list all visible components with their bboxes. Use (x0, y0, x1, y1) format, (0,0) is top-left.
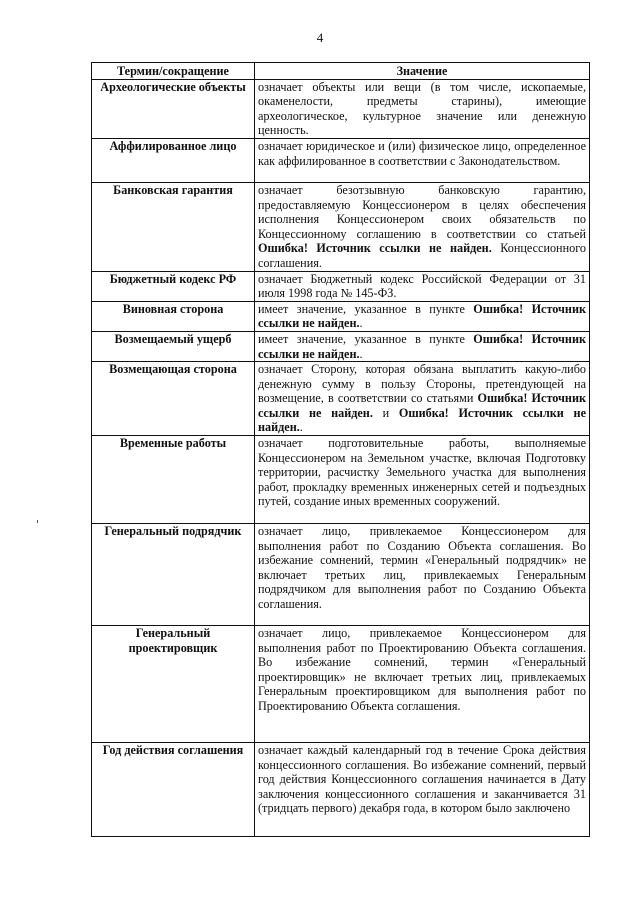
term-cell: Виновная сторона (92, 301, 255, 331)
table-row (92, 331, 590, 361)
definition-text: означает Бюджетный кодекс Российской Федерации от 31 июля 1998 года № 145-ФЗ. (258, 271, 586, 301)
header-meaning: Значение (255, 63, 590, 80)
term-cell: Возмещаемый ущерб (92, 331, 255, 361)
definition-text: имеет значение, указанное в пункте (258, 331, 474, 346)
table-row (92, 271, 590, 301)
definition-cell (255, 301, 590, 331)
header-row (92, 63, 590, 80)
term-cell: Генеральный подрядчик (92, 524, 255, 626)
table-body (92, 79, 590, 836)
definition-text: означает лицо, привлекаемое Концессионером для выполнения работ по Проектированию Объекта соглашения. Во избежание сомнений, термин «Генеральный проектировщик» не включает третьих лиц, привлекаемых Генеральным проектировщиком для выполнения работ по Проектированию Объекта соглашения. (258, 626, 586, 714)
definition-text: означает объекты или вещи (в том числе, ископаемые, окаменелости, предметы старины), имеющие археологическое, культурное значение или денежную ценность. (258, 79, 586, 138)
error-reference-text: Ошибка! Источник ссылки не найден. (258, 405, 586, 435)
definition-text: означает юридическое и (или) физическое лицо, определенное как аффилированное в соответствии с Законодательством. (258, 138, 586, 168)
definition-text: означает каждый календарный год в течение Срока действия концессионного соглашения. Во избежание сомнений, первый год действия Концессионного соглашения начинается в Дату заключения концессионного соглашения и заканчивается 31 (тридцать первого) декабря года, в котором было заключено (258, 743, 586, 816)
definition-cell (255, 331, 590, 361)
definition-cell (255, 436, 590, 524)
definition-text: . (359, 346, 363, 361)
definition-text: Концессионного соглашения. (258, 241, 586, 270)
definition-cell (255, 138, 590, 182)
term-cell: Год действия соглашения (92, 743, 255, 837)
term-cell: Банковская гарантия (92, 182, 255, 271)
error-reference-text: Ошибка! Источник ссылки не найден. (258, 301, 586, 331)
error-reference-text: Ошибка! Источник ссылки не найден. (258, 331, 586, 361)
page-number: 4 (316, 30, 324, 45)
definition-text: означает лицо, привлекаемое Концессионером для выполнения работ по Созданию Объекта соглашения. Во избежание сомнений, термин «Генеральный подрядчик» не включает третьих лиц, привлекаемых Генеральным подрядчиком для выполнения работ по Созданию Объекта соглашения. (258, 524, 586, 612)
table-row (92, 301, 590, 331)
table-row (92, 182, 590, 271)
margin-mark (37, 520, 38, 523)
term-cell: Генеральный проектировщик (92, 626, 255, 743)
term-cell: Возмещающая сторона (92, 362, 255, 436)
definition-text: означает подготовительные работы, выполняемые Концессионером на Земельном участке, включая Подготовку территории, расчистку Земельного участка для выполнения работ, прокладку временных инженерных сетей и подъездных путей, создание иных временных сооружений. (258, 436, 586, 509)
definition-cell (255, 182, 590, 271)
term-cell: Археологические объекты (92, 79, 255, 138)
table-row (92, 626, 590, 743)
term-cell: Бюджетный кодекс РФ (92, 271, 255, 301)
definition-text: имеет значение, указанное в пункте (258, 301, 474, 316)
table-row (92, 436, 590, 524)
definition-text: означает безотзывную банковскую гарантию, предоставляемую Концессионером в целях обеспечения исполнения Концессионером своих обязательств по Концессионному соглашению в соответствии со статьей (258, 182, 586, 241)
definition-text: и (372, 405, 399, 420)
terms-table (91, 62, 590, 837)
definition-text: . (359, 316, 363, 331)
error-reference-text: Ошибка! Источник ссылки не найден. (258, 391, 586, 420)
definition-cell (255, 743, 590, 837)
definition-cell (255, 79, 590, 138)
definition-cell (255, 271, 590, 301)
table-row (92, 362, 590, 436)
term-cell: Временные работы (92, 436, 255, 524)
error-reference-text: Ошибка! Источник ссылки не найден. (258, 241, 492, 256)
table-row (92, 138, 590, 182)
table-row (92, 79, 590, 138)
definition-text: . (299, 420, 303, 435)
definition-cell (255, 362, 590, 436)
definition-text: означает Сторону, которая обязана выплатить какую-либо денежную сумму в пользу Стороны, претендующей на возмещение, в соответствии со статьями (258, 362, 586, 406)
term-cell: Аффилированное лицо (92, 138, 255, 182)
definition-cell (255, 524, 590, 626)
table-row (92, 524, 590, 626)
header-term: Термин/сокращение (92, 63, 255, 80)
definition-cell (255, 626, 590, 743)
table-row (92, 743, 590, 837)
